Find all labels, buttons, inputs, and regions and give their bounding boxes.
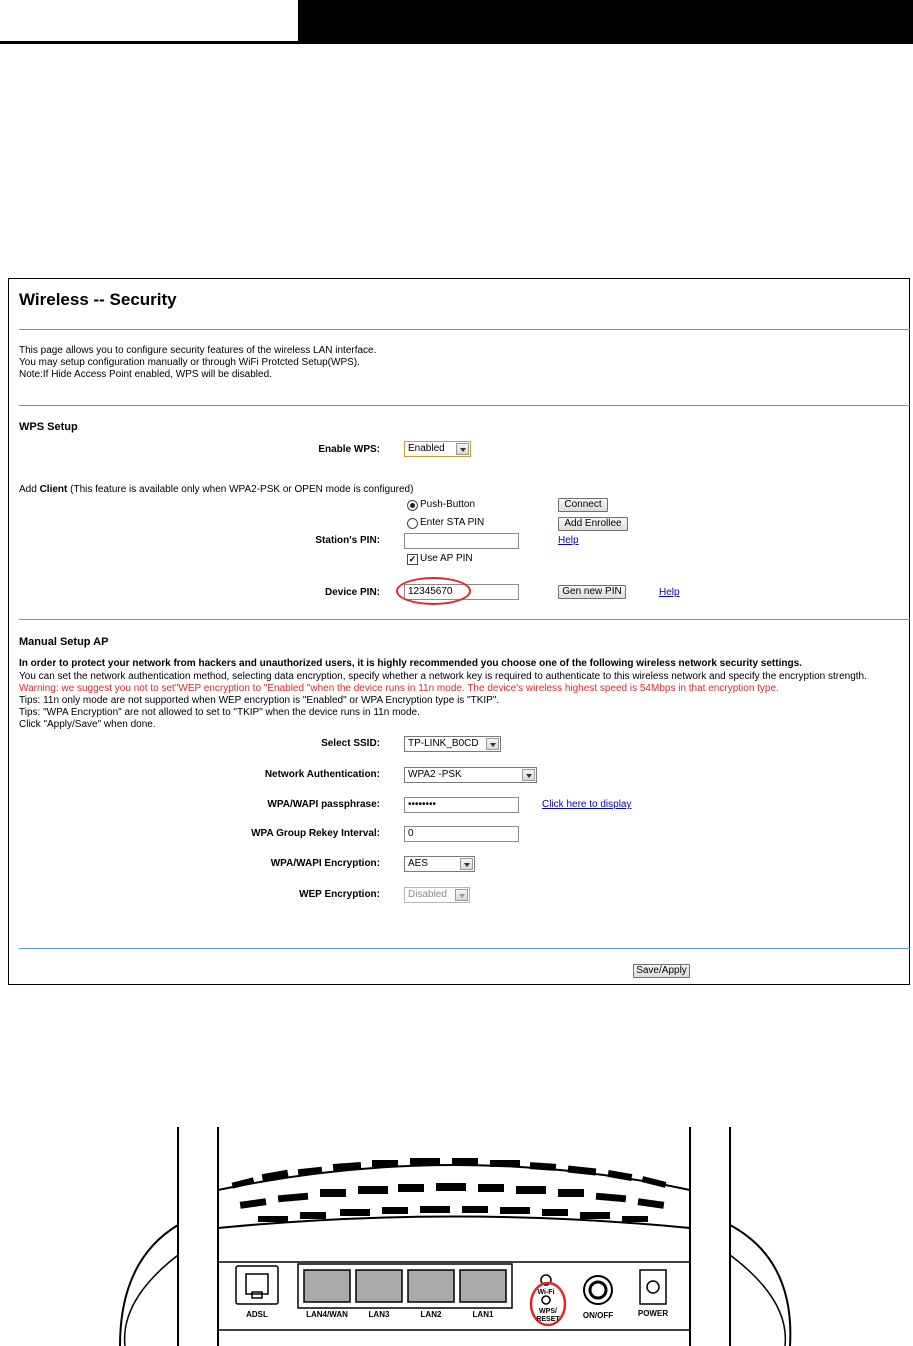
station-pin-label: Station's PIN: — [315, 535, 380, 546]
enable-wps-value: Enabled — [408, 443, 445, 454]
reset-label: RESET — [536, 1316, 560, 1323]
ssid-value: TP-LINK_B0CD — [408, 738, 479, 749]
power-label: POWER — [637, 1309, 669, 1318]
intro-line-2: You may setup configuration manually or through WiFi Protcted Setup(WPS). — [19, 357, 360, 368]
adsl-label: ADSL — [246, 1310, 268, 1319]
display-passphrase-link[interactable]: Click here to display — [542, 799, 632, 810]
lan4-wan-label: LAN4/WAN — [306, 1310, 348, 1319]
device-pin-label: Device PIN: — [324, 587, 380, 598]
wep-encryption-label: WEP Encryption: — [299, 889, 380, 900]
use-ap-pin-label: Use AP PIN — [420, 553, 473, 564]
enter-sta-pin-label: Enter STA PIN — [420, 517, 485, 528]
apply-hint: Click "Apply/Save" when done. — [19, 719, 156, 730]
wep-encryption-value: Disabled — [408, 889, 447, 900]
use-ap-pin-checkbox[interactable]: ✓ — [408, 554, 417, 564]
wifi-label: Wi-Fi — [537, 1289, 555, 1296]
enable-wps-label: Enable WPS: — [318, 444, 380, 455]
select-ssid-label: Select SSID: — [321, 738, 380, 749]
wep-warning: Warning: we suggest you not to set"WEP encryption to "Enabled "when the device runs in 11n mode. The device's wireless highest speed is 54Mbps in that encryption type. — [19, 683, 779, 694]
lan1-label: LAN1 — [472, 1310, 494, 1319]
passphrase-input[interactable]: •••••••• — [404, 797, 519, 813]
push-button-label: Push-Button — [420, 499, 476, 510]
page-title: Wireless -- Security — [19, 290, 177, 309]
on-off-label: ON/OFF — [582, 1311, 614, 1320]
intro-line-1: This page allows you to configure security features of the wireless LAN interface. — [19, 345, 377, 356]
security-recommendation: In order to protect your network from hackers and unauthorized users, it is highly recommended you choose one of the following wireless network security settings. — [19, 658, 802, 669]
save-apply-button[interactable]: Save/Apply — [633, 964, 690, 978]
auth-description: You can set the network authentication method, selecting data encryption, specify whether a network key is required to authenticate to this wireless network and specify the encryption strength. — [19, 671, 867, 682]
lan3-label: LAN3 — [368, 1310, 390, 1319]
connect-button[interactable]: Connect — [558, 498, 608, 512]
lan2-label: LAN2 — [420, 1310, 442, 1319]
add-client-bold: Client — [39, 484, 68, 495]
passphrase-label: WPA/WAPI passphrase: — [267, 799, 380, 810]
rekey-interval-input[interactable]: 0 — [404, 826, 519, 842]
wps-label: WPS/ — [539, 1308, 557, 1315]
intro-note: Note:If Hide Access Point enabled, WPS will be disabled. — [19, 369, 272, 380]
help-link-2[interactable]: Help — [659, 587, 680, 598]
wpa-encryption-value: AES — [408, 858, 429, 869]
add-client-note: (This feature is available only when WPA2-PSK or OPEN mode is configured) — [70, 484, 414, 495]
network-auth-value: WPA2 -PSK — [408, 769, 462, 780]
gen-new-pin-button[interactable]: Gen new PIN — [558, 585, 626, 599]
add-enrollee-button[interactable]: Add Enrollee — [558, 517, 628, 531]
device-pin-input[interactable]: 12345670 — [404, 584, 519, 600]
wps-section-heading: WPS Setup — [19, 421, 78, 433]
manual-section-heading: Manual Setup AP — [19, 636, 109, 648]
rekey-interval-label: WPA Group Rekey Interval: — [251, 828, 380, 839]
add-client-prefix: Add — [19, 484, 37, 495]
help-link[interactable]: Help — [558, 535, 579, 546]
tip-line-2: Tips: "WPA Encryption" are not allowed to set to "TKIP" when the device runs in 11n mode. — [19, 707, 420, 718]
network-auth-label: Network Authentication: — [264, 769, 380, 780]
wpa-encryption-label: WPA/WAPI Encryption: — [270, 858, 380, 869]
tip-line-1: Tips: 11n only mode are not supported when WEP encryption is "Enabled" or WPA Encryption type is "TKIP". — [19, 695, 500, 706]
